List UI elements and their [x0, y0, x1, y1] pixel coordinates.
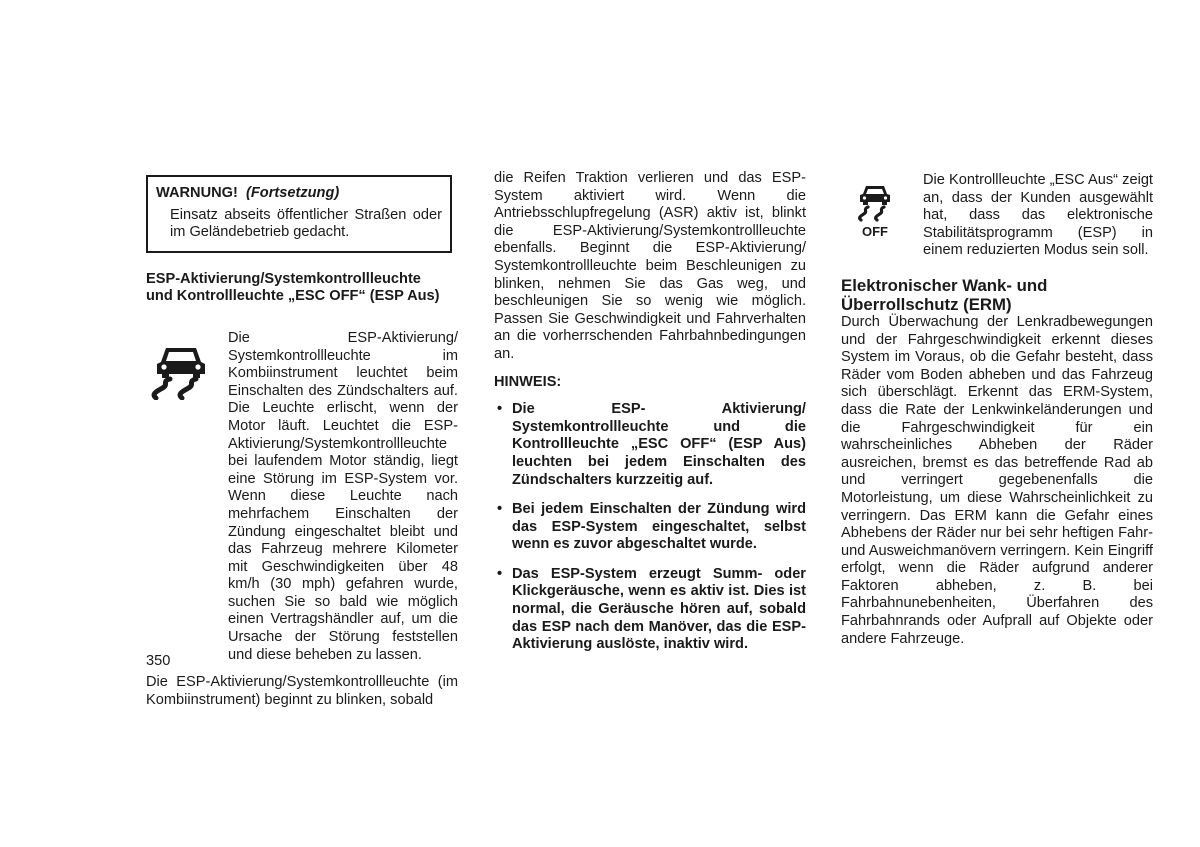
erm-heading-line2: Überrollschutz (ERM)	[841, 294, 1012, 314]
esp-paragraph-2: Die ESP-Aktivierung/Systemkontrollleuchte (im Kombiinstrument) beginnt zu blinken, sobald	[146, 674, 458, 708]
middle-column	[494, 170, 806, 666]
left-column	[146, 170, 458, 709]
right-column	[841, 170, 1153, 648]
section-heading-line1: ESP-Aktivierung/Systemkontrollleuchte	[146, 270, 421, 287]
esc-off-icon-label: OFF	[862, 224, 888, 239]
esp-icon-paragraph	[146, 330, 458, 664]
page-number: 350	[146, 653, 171, 669]
note-item: • Das ESP-System erzeugt Summ- oder Klickgeräusche, wenn es aktiv ist. Dies ist normal, die Geräusche hören auf, sobald das ESP nach dem Manöver, das die ESP-Aktivierung auslöste, inaktiv wird.	[494, 566, 806, 654]
traction-paragraph: die Reifen Traktion verlieren und das ESP-System aktiviert wird. Wenn die Antriebsschlupfregelung (ASR) aktiv ist, blinkt die ESP-Aktivierung/Systemkontrollleuchte ebenfalls. Beginnt die ESP-Aktivierung/ Systemkontrollleuchte beim Beschleunigen zu blinken, nehmen Sie das Gas weg, und beschleunigen Sie so wenig wie möglich. Passen Sie Geschwindigkeit und Fahrverhalten an die vorherrschenden Fahrbahnbedingungen an.	[494, 170, 806, 362]
note-list	[494, 401, 806, 654]
note-item: • Bei jedem Einschalten der Zündung wird das ESP-System eingeschaltet, selbst wenn es zuvor abgeschaltet wurde.	[494, 501, 806, 554]
warning-continued: (Fortsetzung)	[246, 185, 340, 201]
esc-off-paragraph	[841, 172, 1153, 260]
esc-off-text: Die Kontrollleuchte „ESC Aus“ zeigt an, dass der Kunden ausgewählt hat, dass das elektronische Stabilitätsprogramm (ESP) in einem reduzierten Modus sein soll.	[923, 172, 1153, 259]
erm-paragraph: Durch Überwachung der Lenkradbewegungen und der Fahrgeschwindigkeit erkennt dieses System im Voraus, ob die Gefahr besteht, dass Räder vom Boden abheben und das Fahrzeug sich überschlägt. Erkennt das ERM-System, dass die Rate der Lenkwinkeländerungen und die Fahrgeschwindigkeit für ein wahrscheinliches Abheben der Räder ausreichen, bremst es das betreffende Rad ab und verringert gegebenenfalls die Motorleistung, um diese Wahrscheinlichkeit zu verringern. Das ERM kann die Gefahr eines Abhebens der Räder nur bei sehr heftigen Fahr- und Ausweichmanövern verringern. Kein Eingriff erfolgt, wenn die Räder aufgrund anderer Faktoren abheben, z. B. bei Fahrbahnunebenheiten, Überfahren des Fahrbahnrands oder Aufprall auf Objekte oder andere Fahrzeuge.	[841, 313, 1153, 647]
esc-off-icon	[855, 182, 895, 240]
esp-paragraph-1: Die ESP-Aktivierung/ Systemkontrollleuchte im Kombiinstrument leuchtet beim Einschalten des Zündschalters auf. Die Leuchte erlischt, wenn der Motor läuft. Leuchtet die ESP-Aktivierung/Systemkontrollleuchte bei laufendem Motor ständig, liegt eine Störung im ESP-System vor. Wenn diese Leuchte nach mehrfachem Einschalten der Zündung eingeschaltet bleibt und das Fahrzeug mehrere Kilometer mit Geschwindigkeiten über 48 km/h (30 mph) gefahren wurde, suchen Sie so bald wie möglich einen Vertragshändler auf, um die Ursache der Störung feststellen und diese beheben zu lassen.	[228, 329, 458, 663]
warning-body: Einsatz abseits öffentlicher Straßen oder im Geländebetrieb gedacht.	[170, 206, 442, 241]
warning-label: WARNUNG!	[156, 185, 238, 201]
warning-box	[146, 175, 452, 253]
section-heading	[146, 271, 458, 306]
note-item: • Die ESP- Aktivierung/ Systemkontrollleuchte und die Kontrollleuchte „ESC OFF“ (ESP Aus) leuchten bei jedem Einschalten des Zündschalters kurzzeitig auf.	[494, 401, 806, 489]
esp-skid-car-icon	[150, 338, 212, 400]
note-label: HINWEIS:	[494, 373, 562, 390]
erm-heading-line1: Elektronischer Wank- und	[841, 275, 1048, 295]
section-heading-line2: und Kontrollleuchte „ESC OFF“ (ESP Aus)	[146, 288, 440, 305]
warning-title	[156, 185, 442, 203]
erm-heading	[841, 276, 1153, 314]
